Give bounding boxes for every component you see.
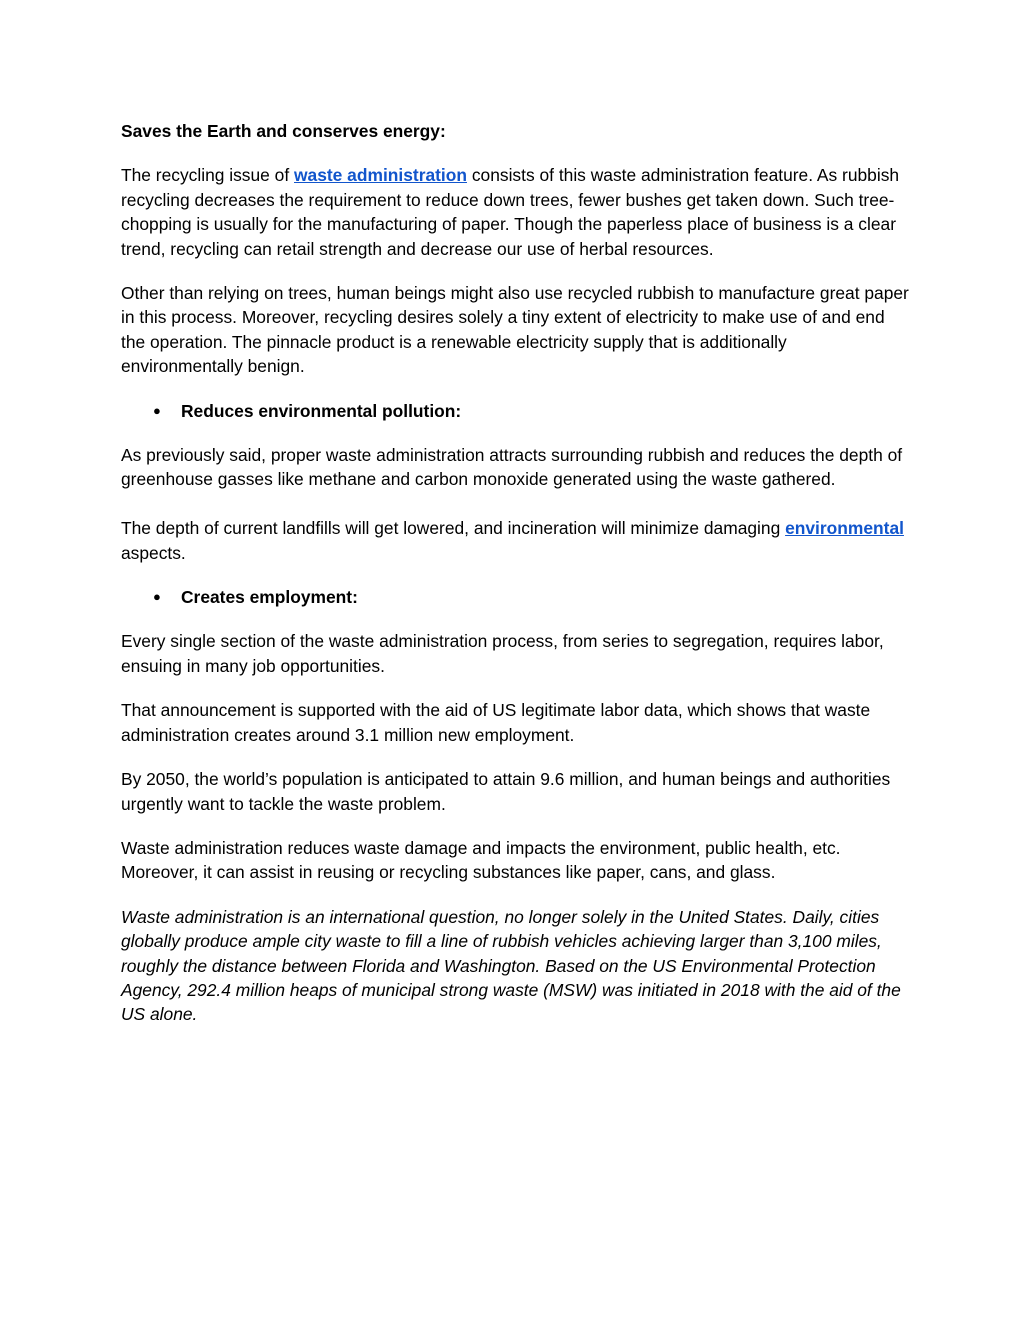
paragraph-international-question: Waste administration is an international question, no longer solely in the United States. Daily, cities globally produce ample city waste to fill a line of rubbish vehicles achieving larger than 3,100 miles, roughly the distance between Florida and Washington. Based on the US Environmental Protection Agency, 292.4 million heaps of municipal strong waste (MSW) was initiated in 2018 with the aid of the US alone. [121, 906, 901, 1025]
paragraph-labor-data: That announcement is supported with the aid of US legitimate labor data, which shows that waste administration creates around 3.1 million new employment. [121, 700, 871, 745]
link-waste-administration[interactable]: waste administration [294, 165, 467, 186]
paragraph-text: The recycling issue of [121, 165, 295, 186]
paragraph-every-section: Every single section of the waste administration process, from series to segregation, requires labor, ensuing in many job opportunities. [121, 631, 884, 676]
bullet-dot-icon: ● [153, 402, 161, 418]
bullet-dot-icon: ● [153, 589, 161, 605]
paragraph-text: aspects. [121, 542, 186, 563]
bullet-heading: Creates employment: [181, 587, 358, 608]
document-page [121, 119, 911, 1047]
paragraph-landfills [121, 516, 911, 565]
section-heading-saves-earth: Saves the Earth and conserves energy: [121, 121, 446, 141]
paragraph-2050-population: By 2050, the world’s population is anticipated to attain 9.6 million, and human beings and authorities urgently want to tackle the waste problem. [121, 769, 891, 814]
paragraph-recycling-issue [121, 163, 911, 261]
paragraph-text: The depth of current landfills will get lowered, and incineration will minimize damaging [121, 518, 786, 539]
paragraph-other-than-trees: Other than relying on trees, human beings might also use recycled rubbish to manufacture great paper in this process. Moreover, recycling desires solely a tiny extent of electricity to make use of and end the operation. The pinnacle product is a renewable electricity supply that is additionally environmentally benign. [121, 283, 909, 377]
bullet-creates-employment [121, 585, 911, 609]
paragraph-text: consists of this waste administration feature. As rubbish recycling decreases the requirement to reduce down trees, fewer bushes get taken down. Such tree-chopping is usually for the manufacturing of paper. Though the paperless place of business is a clear trend, recycling can retail strength and decrease our use of herbal resources. [121, 165, 900, 259]
paragraph-previously-said: As previously said, proper waste administration attracts surrounding rubbish and reduces the depth of greenhouse gasses like methane and carbon monoxide generated using the waste gathered. [121, 445, 903, 490]
link-environmental[interactable]: environmental [785, 518, 904, 539]
bullet-reduces-pollution [121, 399, 911, 423]
bullet-heading: Reduces environmental pollution: [181, 400, 462, 421]
paragraph-reduces-damage: Waste administration reduces waste damage and impacts the environment, public health, etc. Moreover, it can assist in reusing or recycling substances like paper, cans, and glass. [121, 837, 841, 883]
